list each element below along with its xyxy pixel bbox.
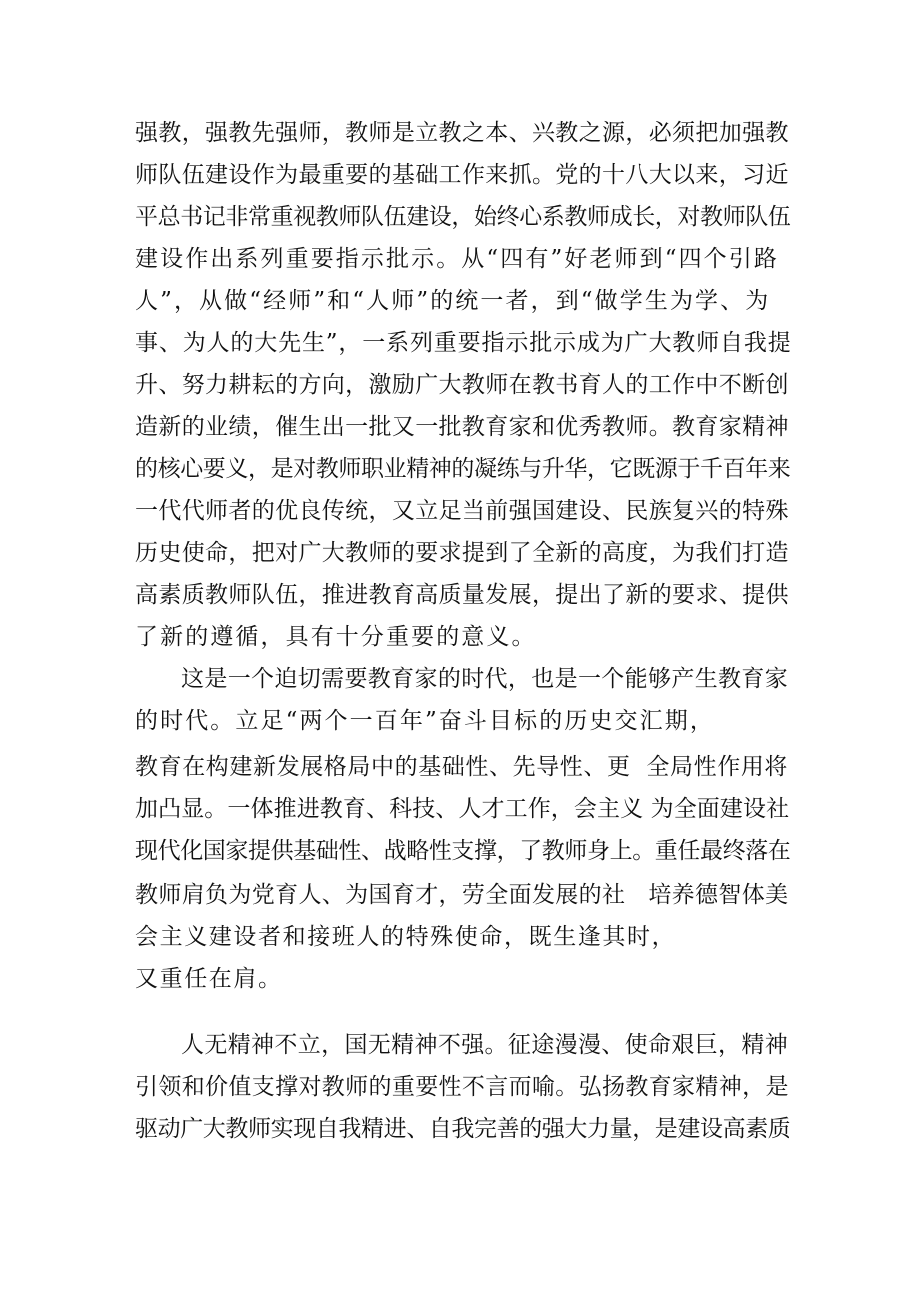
paragraph-line: 造新的业绩，催生出一批又一批教育家和优秀教师。教育家精神 bbox=[135, 414, 789, 440]
paragraph-line: 引领和价值支撑对教师的重要性不言而喻。弘扬教育家精神，是 bbox=[135, 1074, 789, 1100]
paragraph-line: 高素质教师队伍，推进教育高质量发展，提出了新的要求、提供 bbox=[135, 582, 789, 608]
paragraph-line: 一代代师者的优良传统，又立足当前强国建设、民族复兴的特殊 bbox=[135, 498, 789, 524]
paragraph-line: 又重任在肩。 bbox=[135, 966, 283, 992]
paragraph-line: 的核心要义，是对教师职业精神的凝练与升华，它既源于千百年来 bbox=[135, 456, 791, 482]
paragraph-line: 了新的遵循，具有十分重要的意义。 bbox=[135, 624, 537, 650]
paragraph-line: 平总书记非常重视教师队伍建设，始终心系教师成长，对教师队伍 bbox=[135, 204, 791, 230]
paragraph-line: 会主义建设者和接班人的特殊使命，既生逢其时， bbox=[135, 924, 677, 950]
paragraph-line: 强教，强教先强师，教师是立教之本、兴教之源，必须把加强教 bbox=[135, 120, 789, 146]
paragraph-line: 加凸显。一体推进教育、科技、人才工作，会主义 为全面建设社 bbox=[135, 796, 790, 822]
paragraph-line: 升、努力耕耘的方向，激励广大教师在教书育人的工作中不断创 bbox=[135, 372, 789, 398]
paragraph-line: 历史使命，把对广大教师的要求提到了全新的高度，为我们打造 bbox=[135, 540, 789, 566]
paragraph-line: 事、为人的大先生”，一系列重要指示批示成为广大教师自我提 bbox=[135, 330, 792, 356]
paragraph-line: 的时代。立足“两个一百年”奋斗目标的历史交汇期， bbox=[135, 708, 715, 734]
paragraph-line: 人无精神不立，国无精神不强。征途漫漫、使命艰巨，精神 bbox=[181, 1032, 789, 1058]
paragraph-line: 这是一个迫切需要教育家的时代，也是一个能够产生教育家 bbox=[181, 666, 789, 692]
paragraph-line: 现代化国家提供基础性、战略性支撑，了教师身上。重任最终落在 bbox=[135, 838, 791, 864]
paragraph-line: 人”，从做“经师”和“人师”的统一者，到“做学生为学、为 bbox=[135, 288, 771, 314]
paragraph-line: 教育在构建新发展格局中的基础性、先导性、更 全局性作用将 bbox=[135, 754, 789, 780]
paragraph-line: 驱动广大教师实现自我精进、自我完善的强大力量，是建设高素质 bbox=[135, 1116, 791, 1142]
paragraph-line: 师队伍建设作为最重要的基础工作来抓。党的十八大以来，习近 bbox=[135, 162, 789, 188]
paragraph-line: 教师肩负为党育人、为国育才，劳全面发展的社 培养德智体美 bbox=[135, 882, 789, 908]
paragraph-line: 建设作出系列重要指示批示。从“四有”好老师到“四个引路 bbox=[135, 246, 779, 272]
